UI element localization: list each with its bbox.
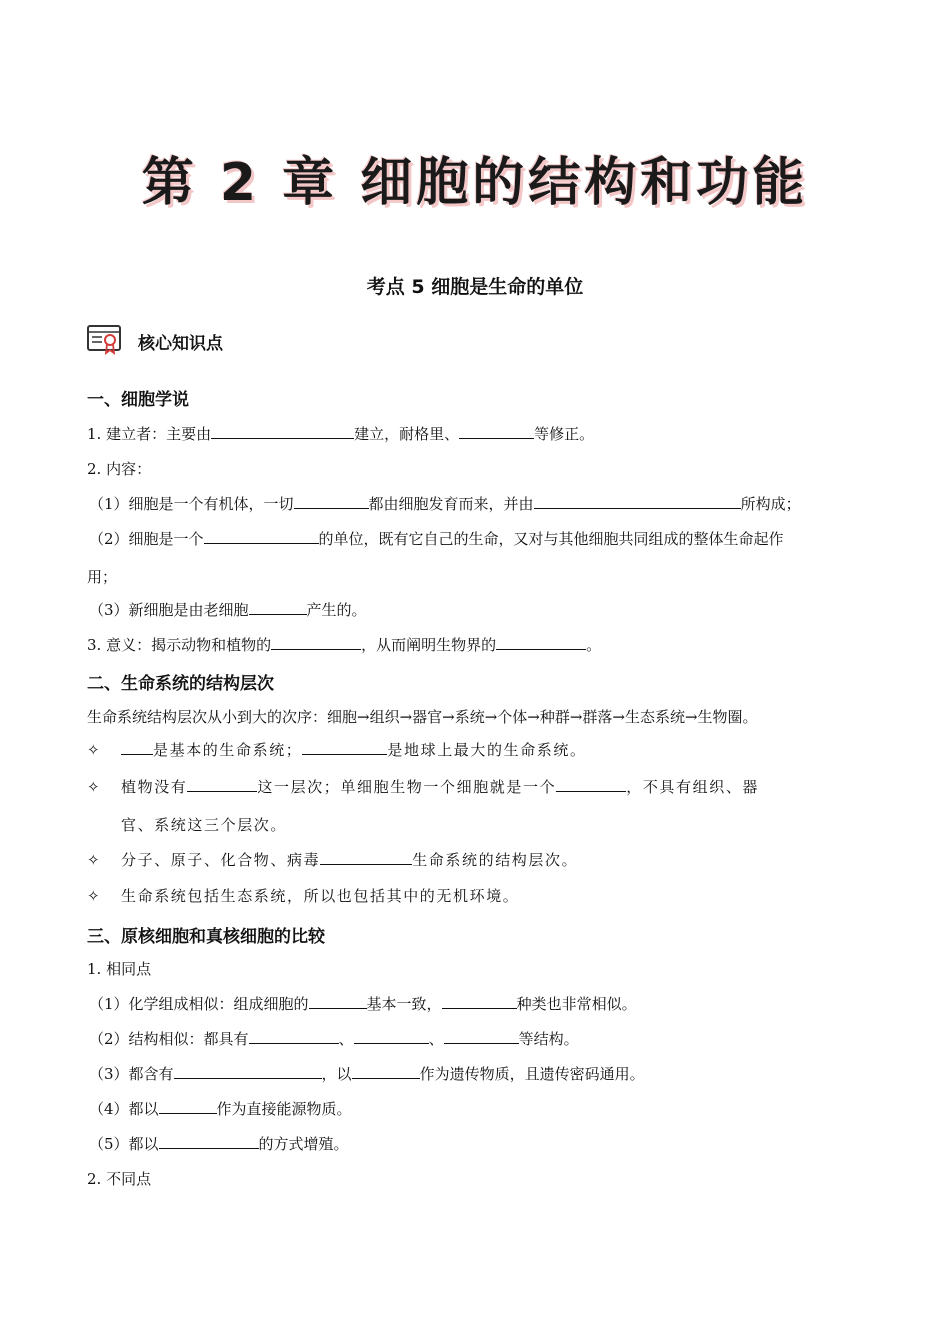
text-line: 3. 意义：揭示动物和植物的 ，从而阐明生物界的 。 — [87, 636, 602, 654]
text-line: 用； — [87, 568, 118, 586]
fill-blank[interactable] — [320, 850, 412, 865]
fill-blank[interactable] — [187, 777, 257, 792]
fill-blank[interactable] — [302, 740, 387, 755]
text-line: 2. 不同点 — [87, 1170, 152, 1188]
core-knowledge-label: 核心知识点 — [138, 333, 223, 354]
fill-blank[interactable] — [459, 424, 534, 439]
topic-title: 考点 5 细胞是生命的单位 — [366, 276, 584, 298]
text-line: （3）新细胞是由老细胞 产生的。 — [89, 601, 367, 619]
text-line: （1）细胞是一个有机体，一切 都由细胞发育而来，并由 所构成； — [89, 495, 801, 513]
text-line: （3）都含有 ，以 作为遗传物质，且遗传密码通用。 — [89, 1065, 645, 1083]
fill-blank[interactable] — [249, 1029, 339, 1044]
fill-blank[interactable] — [354, 1029, 429, 1044]
fill-blank[interactable] — [442, 994, 517, 1009]
bullet-line: ✧ 分子、原子、化合物、病毒 生命系统的结构层次。 — [87, 851, 579, 869]
section-heading: 三、原核细胞和真核细胞的比较 — [87, 927, 325, 947]
fill-blank[interactable] — [159, 1134, 259, 1149]
fill-blank[interactable] — [534, 494, 741, 509]
section-heading: 一、细胞学说 — [87, 390, 189, 410]
fill-blank[interactable] — [496, 635, 586, 650]
fill-blank[interactable] — [352, 1064, 420, 1079]
text-line: 2. 内容： — [87, 460, 152, 478]
text-line: 生命系统结构层次从小到大的次序：细胞→组织→器官→系统→个体→种群→群落→生态系统→生物圈。 — [87, 708, 758, 726]
diamond-bullet-icon: ✧ — [87, 741, 102, 759]
book-certificate-icon — [86, 323, 124, 359]
section-heading: 二、生命系统的结构层次 — [87, 674, 274, 694]
diamond-bullet-icon: ✧ — [87, 887, 102, 905]
diamond-bullet-icon: ✧ — [87, 778, 102, 796]
bullet-line: ✧ 生命系统包括生态系统，所以也包括其中的无机环境。 — [87, 887, 520, 905]
fill-blank[interactable] — [121, 740, 153, 755]
fill-blank[interactable] — [211, 424, 354, 439]
text-line: （2）结构相似：都具有 、 、 等结构。 — [89, 1030, 579, 1048]
diamond-bullet-icon: ✧ — [87, 851, 102, 869]
chapter-title: 第 2 章 细胞的结构和功能 — [141, 153, 809, 213]
fill-blank[interactable] — [444, 1029, 519, 1044]
fill-blank[interactable] — [556, 777, 626, 792]
text-line: 1. 相同点 — [87, 960, 152, 978]
fill-blank[interactable] — [271, 635, 361, 650]
text-line: （5）都以 的方式增殖。 — [89, 1135, 349, 1153]
text-line: （1）化学组成相似：组成细胞的 基本一致， 种类也非常相似。 — [89, 995, 637, 1013]
fill-blank[interactable] — [249, 600, 307, 615]
fill-blank[interactable] — [309, 994, 367, 1009]
fill-blank[interactable] — [174, 1064, 322, 1079]
fill-blank[interactable] — [294, 494, 369, 509]
text-line: 官、系统这三个层次。 — [121, 816, 288, 834]
text-line: 1. 建立者：主要由 建立，耐格里、 等修正。 — [87, 425, 595, 443]
fill-blank[interactable] — [159, 1099, 217, 1114]
fill-blank[interactable] — [204, 529, 319, 544]
core-knowledge-header — [86, 323, 223, 359]
bullet-line: ✧ 植物没有 这一层次；单细胞生物一个细胞就是一个 ，不具有组织、器 — [87, 778, 760, 796]
text-line: （2）细胞是一个 的单位，既有它自己的生命，又对与其他细胞共同组成的整体生命起作 — [89, 530, 784, 548]
text-line: （4）都以 作为直接能源物质。 — [89, 1100, 352, 1118]
bullet-line: ✧ 是基本的生命系统； 是地球上最大的生命系统。 — [87, 741, 587, 759]
